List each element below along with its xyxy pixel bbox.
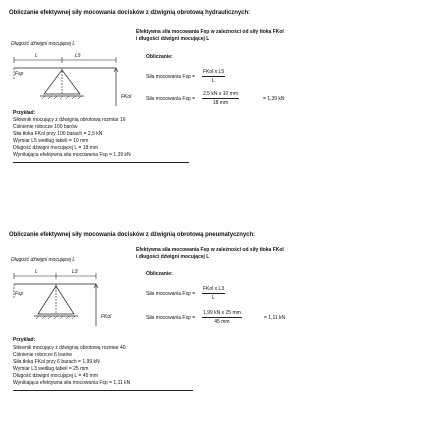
hydraulic-example-underline — [13, 162, 189, 163]
hydraulic-lever-label: Długość dźwigni mocującej L — [11, 41, 76, 47]
hydraulic-calc-label: Siła mocowania Fsp = — [146, 96, 196, 102]
pneumatic-lever-label: Długość dźwigni mocującej L — [11, 257, 76, 263]
pneumatic-example-line: Ciśnienie robocze 6 barów — [13, 352, 72, 358]
hydraulic-calc-result: = 1,39 kN — [263, 96, 285, 102]
pneumatic-example-line: Siłownik mocujący z dźwignią obrotową rozmiar 40 — [13, 345, 126, 351]
hydraulic-calc-denominator: 18 mm — [212, 100, 229, 106]
pneumatic-example-line: Długość dźwigni mocującej L = 45 mm — [13, 373, 98, 379]
hydraulic-example-line: Siła tłoka FKol przy 100 barach = 2,5 kN — [13, 131, 103, 137]
pneumatic-calc-label: Siła mocowania Fsp = — [146, 315, 196, 321]
pneumatic-formula-fraction — [202, 286, 225, 301]
hydraulic-calc-title: Obliczanie: — [146, 54, 173, 60]
pneumatic-example-line: Wynikająca efektywna siła mocowania Fsp = 1,11 kN — [13, 380, 131, 386]
pneumatic-formula-label: Siła mocowania Fsp = — [146, 291, 196, 297]
pneumatic-calc-fraction — [202, 310, 242, 325]
hydraulic-dim-L: L — [35, 53, 38, 59]
hydraulic-example-line: Długość dźwigni mocującej L = 18 mm — [13, 145, 98, 151]
hydraulic-example-line: Wynikająca efektywna siła mocowania Fsp = 1,39 kN — [13, 152, 131, 158]
pneumatic-example-line: Wymiar L3 według tabeli = 25 mm — [13, 366, 89, 372]
pneumatic-desc-line1: Efektywna siła mocowania Fsp w zależności od siły tłoka FKol — [136, 247, 284, 253]
hydraulic-dim-L5: L5 — [75, 53, 81, 59]
hydraulic-example-title: Przykład: — [13, 110, 36, 116]
pneumatic-calc-title: Obliczanie: — [146, 271, 173, 277]
pneumatic-example-underline — [13, 390, 193, 391]
pneumatic-lever-diagram — [10, 266, 130, 332]
hydraulic-calc-numerator: 2,5 kN x 10 mm — [203, 91, 239, 97]
hydraulic-calc-fraction — [202, 91, 239, 106]
hydraulic-example-line: Ciśnienie robocze 100 barów — [13, 124, 78, 130]
pneumatic-formula-denominator: L — [212, 295, 215, 301]
hydraulic-example-line: Wymiar L5 według tabeli = 10 mm — [13, 138, 89, 144]
hydraulic-formula-denominator: L — [212, 78, 215, 84]
pneumatic-force-sp: Fsp — [15, 291, 24, 297]
pneumatic-calc-denominator: 45 mm — [214, 319, 230, 325]
pneumatic-example-line: Siła tłoka FKol przy 6 barach = 1,99 kN — [13, 359, 100, 365]
hydraulic-formula-numerator: FKol x L5 — [203, 69, 225, 75]
pneumatic-calc-numerator: 1,99 kN x 25 mm — [203, 310, 241, 316]
hydraulic-force-sp: Fsp — [15, 71, 24, 77]
hydraulic-force-kol: FKol — [121, 94, 132, 100]
pneumatic-calc-result: = 1,11 kN — [264, 315, 286, 321]
hydraulic-example-line: Siłownik mocujący z dźwignią obrotową rozmiar 16 — [13, 117, 126, 123]
pneumatic-example-title: Przykład: — [13, 337, 36, 343]
pneumatic-desc-line2: i długości dźwigni mocującej L — [136, 254, 210, 260]
pneumatic-force-kol: FKol — [101, 314, 112, 320]
hydraulic-desc-line2: i długości dźwigni mocującej L — [136, 36, 210, 42]
pneumatic-dim-L: L — [35, 269, 38, 275]
hydraulic-heading: Obliczanie efektywnej siły mocowania docisków z dźwignią obrotową hydraulicznych: — [9, 10, 251, 16]
hydraulic-formula-label: Siła mocowania Fsp = — [146, 74, 196, 80]
hydraulic-formula-fraction — [202, 69, 225, 84]
hydraulic-desc-line1: Efektywna siła mocowania Fsp w zależności od siły tłoka FKol — [136, 29, 284, 35]
pneumatic-heading: Obliczanie efektywnej siły mocowania docisków z dźwignią obrotową pneumatycznych: — [9, 232, 256, 238]
hydraulic-lever-diagram — [10, 50, 130, 110]
pneumatic-dim-L3: L3 — [72, 269, 78, 275]
pneumatic-formula-numerator: FKol x L3 — [203, 286, 225, 292]
